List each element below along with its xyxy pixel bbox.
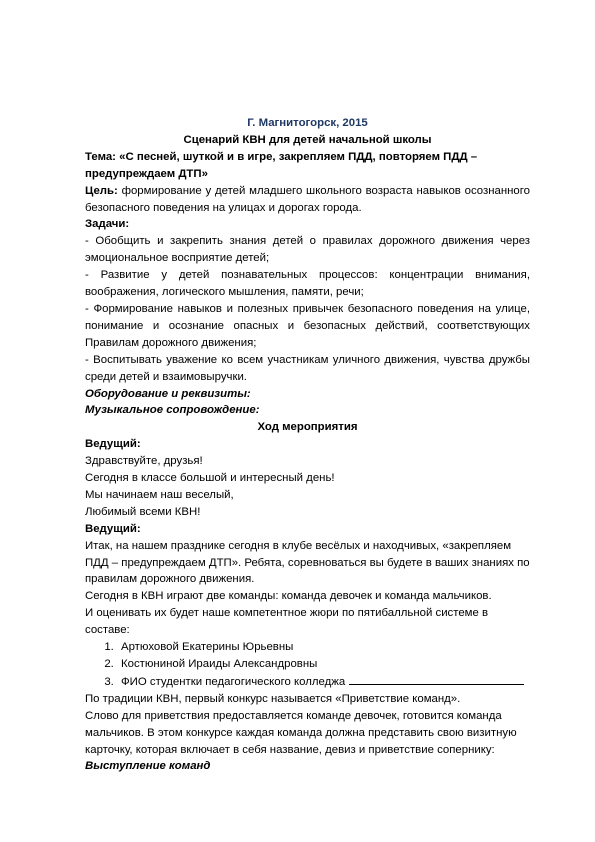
jury-list: [85, 639, 530, 691]
jury-name: Костюниной Ираиды Александровны: [121, 658, 318, 670]
poem-line: Любимый всеми КВН!: [85, 505, 201, 518]
host-label: Ведущий:: [85, 522, 141, 535]
theme-text: «С песней, шуткой и в игре, закрепляем ПДД, повторяем ПДД – предупреждаем ДТП»: [85, 150, 478, 180]
jury-name: Артюховой Екатерины Юрьевны: [121, 641, 294, 654]
poem-line: Мы начинаем наш веселый,: [85, 488, 234, 501]
tasks-label: Задачи:: [85, 218, 130, 231]
host-label: Ведущий:: [85, 438, 141, 451]
city-year: Г. Магнитогорск, 2015: [247, 117, 368, 129]
music-label: Музыкальное сопровождение:: [85, 404, 260, 417]
task-item: - Обобщить и закрепить знания детей о правилах дорожного движения через эмоциональное восприятие детей;: [85, 235, 530, 265]
jury-name: ФИО студентки педагогического колледжа: [121, 675, 346, 688]
document-title: Сценарий КВН для детей начальной школы: [183, 133, 432, 146]
task-item: - Развитие у детей познавательных процессов: концентрации внимания, воображения, логического мышления, памяти, речи;: [85, 269, 530, 299]
jury-item: [117, 673, 530, 691]
task-item: - Воспитывать уважение ко всем участникам уличного движения, чувства дружбы среди детей и взаимовыручки.: [85, 353, 530, 383]
greeting-paragraph: Слово для приветствия предоставляется команде девочек, готовится команда мальчиков. В этом конкурсе каждая команда должна представить свою визитную карточку, которая включает в себя название, девиз и приветствие сопернику:: [85, 709, 517, 756]
host-paragraph: Сегодня в КВН играют две команды: команда девочек и команда мальчиков.: [85, 590, 492, 603]
jury-item: [117, 639, 530, 656]
blank-line: [349, 673, 524, 685]
theme-paragraph: [85, 149, 530, 183]
document-body: [85, 115, 530, 775]
goal-paragraph: [85, 183, 530, 217]
goal-text: формирование у детей младшего школьного возраста навыков осознанного безопасного поведения на улицах и дорогах города.: [85, 184, 530, 214]
equipment-label: Оборудование и реквизиты:: [85, 387, 251, 400]
goal-label: Цель:: [85, 184, 118, 197]
theme-label: Тема:: [85, 150, 116, 163]
poem-line: Здравствуйте, друзья!: [85, 455, 203, 468]
task-item: - Формирование навыков и полезных привычек безопасного поведения на улице, понимание и осознание опасных и безопасных действий, соответствующих Правилам дорожного движения;: [85, 302, 530, 349]
tradition-paragraph: По традиции КВН, первый конкурс называется «Приветствие команд».: [85, 692, 461, 705]
performance-label: Выступление команд: [85, 760, 211, 773]
host-paragraph: И оценивать их будет наше компетентное жюри по пятибалльной системе в составе:: [85, 607, 489, 637]
host-paragraph: Итак, на нашем празднике сегодня в клубе весёлых и находчивых, «закрепляем ПДД – предупреждаем ДТП». Ребята, соревноваться вы будете в ваших знаниях по правилам дорожного движения.: [85, 539, 530, 586]
poem-line: Сегодня в классе большой и интересный день!: [85, 472, 335, 485]
jury-item: [117, 656, 530, 673]
progress-title: Ход мероприятия: [257, 421, 358, 434]
